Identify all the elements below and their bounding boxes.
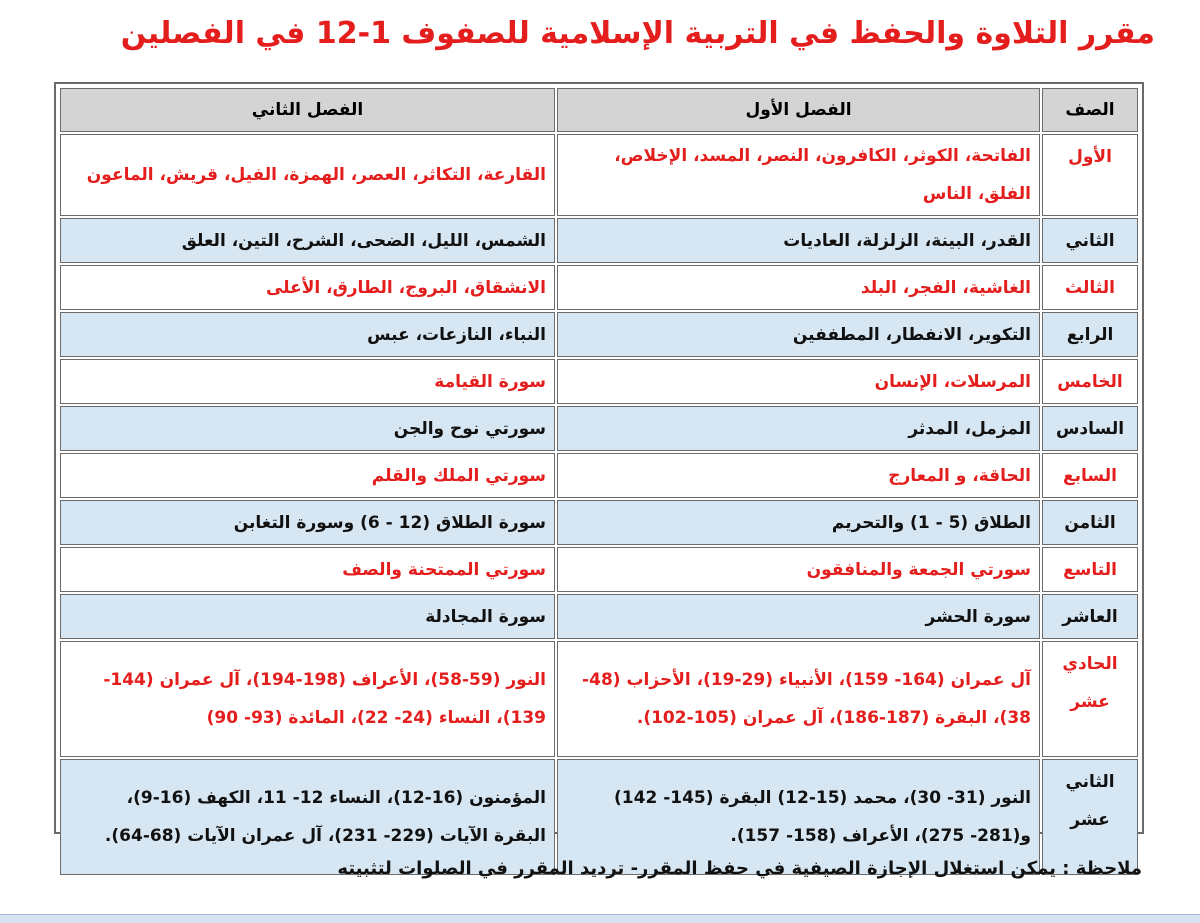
term2-cell: سورة القيامة xyxy=(60,359,555,404)
grade-cell: التاسع xyxy=(1042,547,1138,592)
term1-cell: آل عمران (164- 159)، الأنبياء (29-19)، الأحزاب (48-38)، البقرة (187-186)، آل عمران (105-102). xyxy=(557,641,1040,757)
term2-cell: الشمس، الليل، الضحى، الشرح، التين، العلق xyxy=(60,218,555,263)
curriculum-table xyxy=(58,86,1140,877)
term1-cell: القدر، البينة، الزلزلة، العاديات xyxy=(557,218,1040,263)
table-row xyxy=(60,453,1138,498)
grade-cell: الثالث xyxy=(1042,265,1138,310)
grade-cell: السابع xyxy=(1042,453,1138,498)
grade-cell: الخامس xyxy=(1042,359,1138,404)
term1-cell: الحاقة، و المعارج xyxy=(557,453,1040,498)
table-row xyxy=(60,359,1138,404)
term1-cell: سورة الحشر xyxy=(557,594,1040,639)
grade-cell: الأول xyxy=(1042,134,1138,216)
page-title: مقرر التلاوة والحفظ في التربية الإسلامية للصفوف 1-12 في الفصلين xyxy=(120,16,1155,51)
table-row xyxy=(60,547,1138,592)
table-row xyxy=(60,265,1138,310)
grade-cell: العاشر xyxy=(1042,594,1138,639)
table-row xyxy=(60,641,1138,757)
term1-cell: التكوير، الانفطار، المطففين xyxy=(557,312,1040,357)
term1-cell: سورتي الجمعة والمنافقون xyxy=(557,547,1040,592)
grade-cell: الثامن xyxy=(1042,500,1138,545)
term1-cell: الفاتحة، الكوثر، الكافرون، النصر، المسد، الإخلاص، الفلق، الناس xyxy=(557,134,1040,216)
term1-cell: النور (31- 30)، محمد (15-12) البقرة (145- 142) و(281- 275)، الأعراف (158- 157). xyxy=(557,759,1040,875)
term1-cell: الطلاق (5 - 1) والتحريم xyxy=(557,500,1040,545)
table-row xyxy=(60,500,1138,545)
header-term1: الفصل الأول xyxy=(557,88,1040,132)
curriculum-table-frame xyxy=(54,82,1144,846)
header-grade: الصف xyxy=(1042,88,1138,132)
header-term2: الفصل الثاني xyxy=(60,88,555,132)
term2-cell: سورتي نوح والجن xyxy=(60,406,555,451)
footnote: ملاحظة : يمكن استغلال الإجازة الصيفية في حفظ المقرر- ترديد المقرر في الصلوات لتثبيته xyxy=(337,858,1142,879)
term2-cell: القارعة، التكاثر، العصر، الهمزة، الفيل، قريش، الماعون xyxy=(60,134,555,216)
term2-cell: الانشقاق، البروج، الطارق، الأعلى xyxy=(60,265,555,310)
term2-cell: سورة المجادلة xyxy=(60,594,555,639)
grade-cell: الرابع xyxy=(1042,312,1138,357)
term2-cell: المؤمنون (16-12)، النساء 12- 11، الكهف (16-9)، البقرة الآيات (229- 231)، آل عمران الآيات (68-64). xyxy=(60,759,555,875)
grade-cell: السادس xyxy=(1042,406,1138,451)
term2-cell: النور (59-58)، الأعراف (198-194)، آل عمران (144- 139)، النساء (24- 22)، المائدة (93- 90) xyxy=(60,641,555,757)
grade-cell: الثاني عشر xyxy=(1042,759,1138,875)
table-row xyxy=(60,218,1138,263)
table-row xyxy=(60,134,1138,216)
term1-cell: المزمل، المدثر xyxy=(557,406,1040,451)
term1-cell: المرسلات، الإنسان xyxy=(557,359,1040,404)
term2-cell: سورتي الملك والقلم xyxy=(60,453,555,498)
term1-cell: الغاشية، الفجر، البلد xyxy=(557,265,1040,310)
table-row xyxy=(60,594,1138,639)
grade-cell: الثاني xyxy=(1042,218,1138,263)
grade-cell: الحادي عشر xyxy=(1042,641,1138,757)
table-row xyxy=(60,406,1138,451)
term2-cell: النباء، النازعات، عبس xyxy=(60,312,555,357)
table-header-row xyxy=(60,88,1138,132)
term2-cell: سورة الطلاق (12 - 6) وسورة التغابن xyxy=(60,500,555,545)
term2-cell: سورتي الممتحنة والصف xyxy=(60,547,555,592)
table-row xyxy=(60,312,1138,357)
